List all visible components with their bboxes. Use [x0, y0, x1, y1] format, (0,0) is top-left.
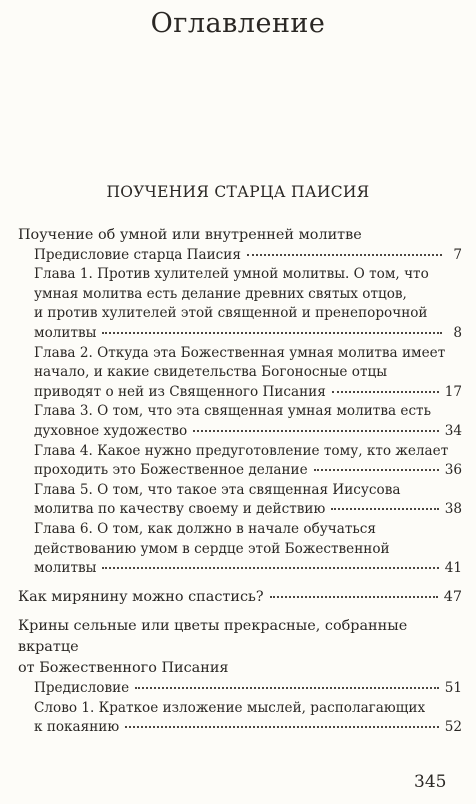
dot-leader	[247, 254, 442, 256]
entry-text: Предисловие	[34, 680, 130, 697]
entry-text: Глава 3. О том, что эта священная умная молитва есть	[34, 403, 431, 420]
entry-page-number: 36	[444, 462, 462, 479]
part-title: Поучение об умной или внутренней молитве	[18, 227, 362, 243]
table-of-contents	[18, 226, 462, 738]
entry-page-number: 51	[444, 680, 462, 697]
toc-entry[interactable]	[34, 679, 462, 699]
entry-page-number: 47	[443, 588, 462, 605]
entry-page-number: 8	[453, 324, 462, 341]
entry-text: молитва по качеству своему и действию	[34, 501, 326, 518]
dot-leader	[125, 726, 438, 728]
toc-entry[interactable]	[18, 588, 462, 608]
part-title: Крины сельные или цветы прекрасные, собранные вкратце	[18, 618, 408, 656]
entry-text: и против хулителей этой священной и пренепорочной	[34, 305, 428, 322]
entry-text: Слово 1. Краткое изложение мыслей, располагающих	[34, 699, 426, 716]
section-title: ПОУЧЕНИЯ СТАРЦА ПАИСИЯ	[106, 183, 370, 201]
entry-page-number: 7	[453, 246, 462, 263]
toc-entry[interactable]	[34, 344, 462, 403]
entry-text: начало, и какие свидетельства Богоносные отцы	[34, 364, 388, 381]
toc-entry[interactable]	[34, 265, 462, 343]
entry-text: действованию умом в сердце этой Божественной	[34, 540, 390, 557]
page-number: 345	[414, 772, 447, 792]
dot-leader	[102, 567, 438, 569]
entry-page-number: 34	[444, 422, 462, 439]
dot-leader	[270, 596, 438, 598]
toc-part	[18, 616, 462, 738]
entry-text: Глава 1. Против хулителей умной молитвы. О том, что	[34, 266, 429, 283]
entry-page-number: 17	[444, 383, 462, 400]
toc-entry[interactable]	[34, 481, 462, 520]
entry-text: Глава 2. Откуда эта Божественная умная молитва имеет	[34, 344, 446, 361]
part-title: от Божественного Писания	[18, 660, 229, 677]
entry-page-number: 52	[444, 719, 462, 736]
entry-text: к покаянию	[34, 719, 120, 736]
entry-text: духовное художество	[34, 422, 188, 439]
entry-text: приводят о ней из Священного Писания	[34, 383, 326, 400]
toc-entry[interactable]	[34, 442, 462, 481]
entry-text: проходить это Божественное делание	[34, 462, 308, 479]
toc-entry[interactable]	[34, 402, 462, 441]
entry-text: молитвы	[34, 324, 97, 341]
dot-leader	[314, 469, 439, 471]
toc-entry[interactable]	[34, 246, 462, 266]
entry-text: Глава 6. О том, как должно в начале обучаться	[34, 520, 376, 537]
dot-leader	[102, 332, 442, 334]
toc-entry[interactable]	[34, 699, 462, 738]
entry-page-number: 38	[444, 501, 462, 518]
entry-text: умная молитва есть делание древних святых отцов,	[34, 285, 407, 302]
dot-leader	[193, 430, 438, 432]
entry-text: Глава 5. О том, что такое эта священная Иисусова	[34, 481, 401, 498]
entry-text: молитвы	[34, 560, 97, 577]
entry-page-number: 41	[444, 560, 462, 577]
entry-text: Как мирянину можно спастись?	[18, 588, 264, 605]
toc-entry[interactable]	[34, 520, 462, 579]
toc-part	[18, 588, 462, 608]
dot-leader	[135, 687, 438, 689]
dot-leader	[331, 508, 438, 510]
toc-part	[18, 226, 462, 579]
entry-text: Глава 4. Какое нужно предуготовление тому, кто желает	[34, 442, 449, 459]
dot-leader	[332, 391, 439, 393]
entry-text: Предисловие старца Паисия	[34, 246, 241, 263]
page-title: Оглавление	[150, 8, 326, 39]
